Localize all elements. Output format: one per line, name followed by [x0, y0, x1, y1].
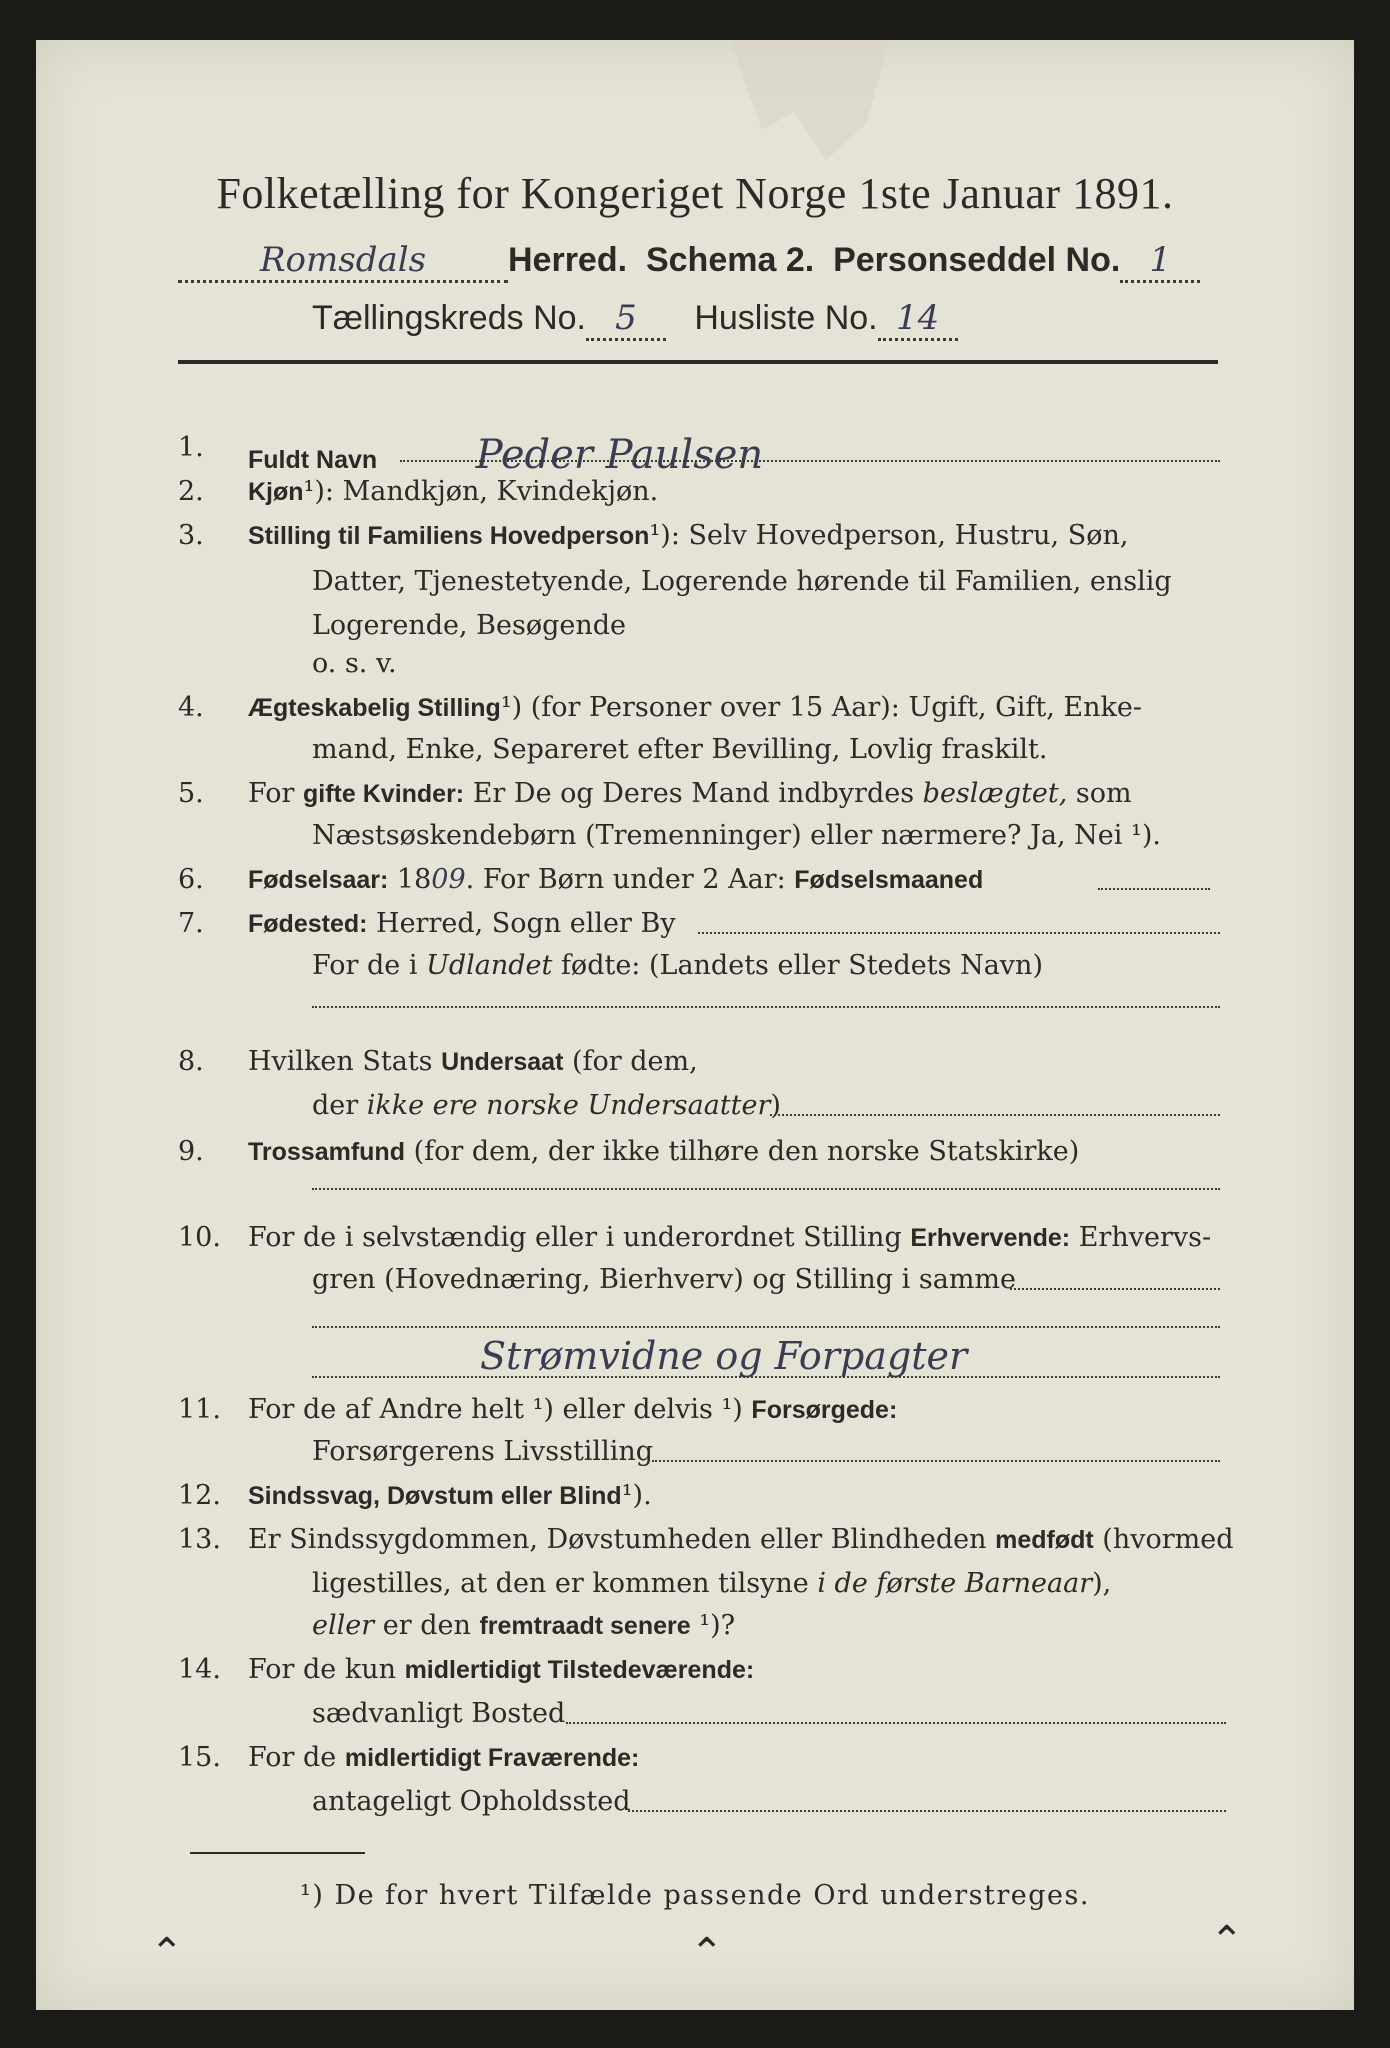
item-italic: Udlandet [426, 950, 553, 981]
item-label: gifte Kvinder: [303, 780, 465, 808]
item-text: For de af Andre helt ¹) eller delvis ¹) [248, 1394, 752, 1425]
item-number: 15. [178, 1742, 221, 1773]
header-rule [178, 360, 1218, 364]
item-number: 10. [178, 1222, 221, 1253]
item-number: 8. [178, 1046, 204, 1077]
dotted-leader [312, 1006, 1220, 1008]
item-text: For de i [312, 950, 427, 981]
item-label: midlertidigt Tilstedeværende: [404, 1656, 755, 1684]
kreds-handwritten: 5 [615, 298, 637, 338]
registration-mark-icon: ⌃ [1210, 1918, 1244, 1964]
item-15-line-2: antageligt Opholdssted [312, 1786, 631, 1817]
dotted-leader [312, 1188, 1220, 1190]
item-label: Undersaat [441, 1048, 564, 1076]
item-label: midlertidigt Fraværende: [344, 1744, 640, 1772]
item-13-congenital [248, 1524, 1234, 1555]
item-text: (for dem, [563, 1046, 698, 1077]
dotted-leader [652, 1460, 1220, 1462]
item-number: 2. [178, 476, 204, 507]
item-text: ¹)? [690, 1610, 736, 1641]
page-title: Folketælling for Kongeriget Norge 1ste Januar 1891. [216, 169, 1174, 218]
item-text: For de kun [248, 1654, 405, 1685]
item-label: Forsørgede: [751, 1396, 898, 1424]
item-label: medfødt [995, 1526, 1094, 1554]
item-7-line-2 [312, 950, 1287, 981]
item-number: 9. [178, 1136, 204, 1167]
item-text: Er Sindssygdommen, Døvstumheden eller Blindheden [248, 1524, 996, 1555]
item-number: 13. [178, 1524, 221, 1555]
item-number: 11. [178, 1394, 221, 1425]
item-14-temporary-present [248, 1654, 1223, 1685]
item-number: 5. [178, 778, 204, 809]
header-line-2 [312, 298, 958, 341]
item-text: For [248, 778, 304, 809]
item-number: 1. [178, 432, 204, 463]
item-11-line-2: Forsørgerens Livsstilling [312, 1436, 654, 1467]
item-10-handwritten [480, 1334, 1390, 1378]
item-number: 12. [178, 1480, 221, 1511]
item-7-birthplace [248, 908, 1223, 939]
item-label: Stilling til Familiens Hovedperson [248, 522, 650, 550]
item-label: Sindssvag, Døvstum eller Blind [248, 1482, 622, 1510]
item-3-position [248, 520, 1223, 551]
item-number: 6. [178, 864, 204, 895]
item-text: Herred, Sogn eller By [367, 908, 676, 939]
item-number: 4. [178, 692, 204, 723]
item-14-line-2: sædvanligt Bosted [312, 1698, 566, 1729]
item-italic: eller [312, 1610, 375, 1641]
item-label: Fuldt Navn [248, 446, 378, 474]
item-5-married-women [248, 778, 1223, 809]
item-3-line-3: Logerende, Besøgende [312, 610, 626, 641]
item-number: 7. [178, 908, 204, 939]
dotted-leader [312, 1376, 1220, 1378]
item-number: 3. [178, 520, 204, 551]
item-10-occupation [248, 1222, 1223, 1253]
item-text: ), [1092, 1568, 1112, 1599]
item-13-line-3 [312, 1610, 1287, 1641]
item-text: For de [248, 1742, 345, 1773]
item-label: Trossamfund [248, 1138, 405, 1166]
item-label: Fødested: [248, 910, 368, 938]
item-sup: ¹) [303, 476, 325, 507]
item-text: der [312, 1090, 367, 1121]
item-text: . For Børn under 2 Aar: [465, 864, 795, 895]
kreds-label: Tællingskreds No. [312, 299, 586, 337]
item-italic: i de første Barneaar [817, 1568, 1093, 1599]
item-text: Er De og Deres Mand indbyrdes [464, 778, 923, 809]
item-label: Ægteskabelig Stilling [248, 694, 501, 722]
personseddel-label: Personseddel No. [833, 241, 1121, 279]
item-text: (for dem, der ikke tilhøre den norske Statskirke) [404, 1136, 1080, 1167]
item-5-line-2: Næstsøskendebørn (Tremenninger) eller nærmere? Ja, Nei ¹). [312, 820, 1161, 851]
item-11-supported [248, 1394, 1223, 1425]
item-label: fremtraadt senere [479, 1612, 691, 1640]
item-text: er den [374, 1610, 480, 1641]
dotted-leader [400, 460, 1220, 462]
registration-mark-icon: ⌃ [690, 1930, 724, 1976]
personseddel-handwritten: 1 [1149, 240, 1172, 280]
birth-year-handwritten: 09 [431, 864, 466, 895]
item-text: Erhvervs- [1070, 1222, 1212, 1253]
dotted-leader [628, 1810, 1226, 1812]
item-text: 18 [388, 864, 432, 895]
registration-mark-icon: ⌃ [150, 1930, 184, 1976]
header-line-1 [178, 240, 1200, 283]
footnote-rule [190, 1852, 365, 1854]
husliste-label: Husliste No. [694, 299, 878, 337]
occupation-handwritten: Strømvidne og Forpagter [480, 1334, 968, 1378]
dotted-leader [566, 1722, 1226, 1724]
item-text: : Mandkjøn, Kvindekjøn. [324, 476, 659, 507]
item-15-temporary-absent [248, 1742, 1223, 1773]
herred-label: Herred. [508, 241, 628, 279]
dotted-leader [1098, 888, 1210, 890]
item-3-line-2: Datter, Tjenestetyende, Logerende hørende til Familien, enslig [312, 566, 1172, 597]
item-label: Fødselsmaaned [794, 866, 984, 894]
item-text: Hvilken Stats [248, 1046, 442, 1077]
item-sup: ¹) [649, 520, 671, 551]
dotted-leader [1010, 1288, 1220, 1290]
item-10-line-2: gren (Hovednæring, Bierhverv) og Stilling i samme [312, 1264, 1017, 1295]
footnote: ¹) De for hvert Tilfælde passende Ord understreges. [300, 1880, 1090, 1911]
dotted-leader [770, 1114, 1220, 1116]
item-label: Fødselsaar: [248, 866, 389, 894]
item-1-full-name [248, 432, 1223, 478]
herred-handwritten: Romsdals [259, 240, 427, 280]
item-sup: ¹). [621, 1480, 652, 1511]
item-number: 14. [178, 1654, 221, 1685]
item-text: For de i selvstændig eller i underordnet Stilling [248, 1222, 911, 1253]
item-text: : Selv Hovedperson, Hustru, Søn, [670, 520, 1129, 551]
item-label: Kjøn [248, 478, 304, 506]
item-2-sex [248, 476, 1223, 507]
item-8-line-2 [312, 1090, 1287, 1121]
item-9-religion [248, 1136, 1223, 1167]
dotted-leader [698, 932, 1220, 934]
item-text: ligestilles, at den er kommen tilsyne [312, 1568, 818, 1599]
item-text: fødte: (Landets eller Stedets Navn) [552, 950, 1043, 981]
item-6-birth-year [248, 864, 1223, 895]
item-sup: ¹) [500, 692, 523, 723]
name-handwritten: Peder Paulsen [475, 432, 764, 478]
item-4-marital [248, 692, 1223, 723]
item-8-citizenship [248, 1046, 1223, 1077]
item-label: Erhvervende: [910, 1224, 1071, 1252]
husliste-handwritten: 14 [895, 298, 940, 338]
item-12-disability [248, 1480, 1223, 1511]
item-text: (hvormed [1093, 1524, 1234, 1555]
item-3-line-4: o. s. v. [312, 648, 397, 679]
schema-label: Schema 2. [645, 241, 815, 279]
item-text: (for Personer over 15 Aar): Ugift, Gift, Enke- [522, 692, 1142, 723]
dotted-leader [312, 1326, 1220, 1328]
item-13-line-2 [312, 1568, 1287, 1599]
item-italic: beslægtet, [922, 778, 1068, 809]
item-italic: ikke ere norske Undersaatter [366, 1090, 771, 1121]
item-text: ) [770, 1090, 781, 1121]
item-text: som [1067, 778, 1132, 809]
item-4-line-2: mand, Enke, Separeret efter Bevilling, Lovlig fraskilt. [312, 734, 1048, 765]
